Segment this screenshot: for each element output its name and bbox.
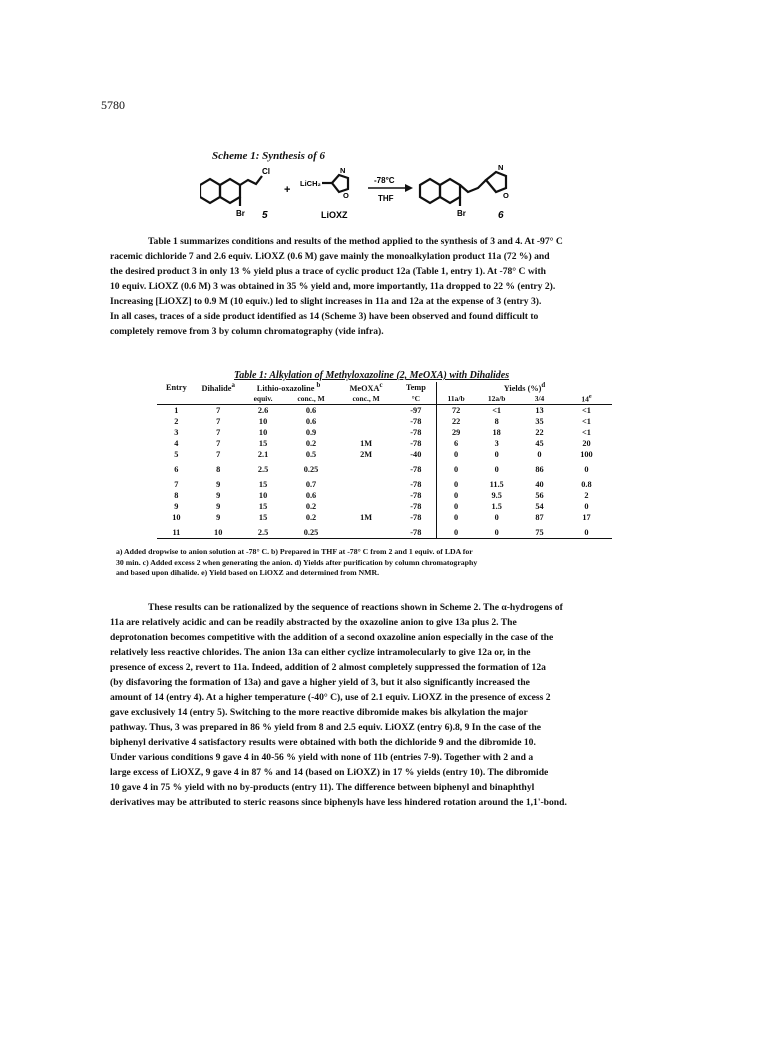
cell-entry: 3: [174, 428, 179, 437]
cell-equiv: 2.5: [257, 465, 269, 474]
cell-y12: 0: [494, 513, 499, 522]
cell-meoxa: [337, 416, 396, 427]
cell-dihalide: 9: [216, 513, 221, 522]
cell-meoxa: [337, 523, 396, 539]
scheme-1-diagram: [200, 160, 600, 230]
cell-dihalide: 7: [216, 406, 221, 415]
cell-temp: -78: [410, 417, 422, 426]
cell-y14: 20: [582, 439, 591, 448]
cell-temp: -78: [396, 523, 437, 539]
cell-meoxa: 2M: [360, 450, 373, 459]
cell-y12: 3: [494, 439, 499, 448]
cell-equiv: 10: [258, 491, 268, 500]
cell-entry: 2: [174, 417, 179, 426]
cell-y14: <1: [582, 428, 591, 437]
cell-dihalide: 9: [216, 502, 221, 511]
cell-temp: -40: [410, 450, 422, 459]
cell-y34: 86: [535, 465, 544, 474]
cell-y14: 0: [584, 465, 589, 474]
text-line: Table 1 summarizes conditions and results of the method applied to the synthesis of 3 and 4. At -97° C: [148, 236, 563, 247]
cell-meoxa: [337, 460, 396, 475]
cell-y14: 0: [561, 523, 612, 539]
cell-y11: 0: [436, 512, 475, 523]
cell-y11: 29: [436, 427, 475, 438]
cell-temp: -78: [410, 491, 422, 500]
chloroethyl-chain: [240, 176, 262, 185]
cell-y34: 54: [535, 502, 544, 511]
header-yields: Yields (%)$^d$: [436, 382, 612, 393]
text-line: These results can be rationalized by the sequence of reactions shown in Scheme 2. The α-hydrogens of: [148, 602, 563, 613]
text-line: deprotonation becomes competitive with the addition of a second oxazoline anion especially in the case of the: [110, 632, 554, 643]
text-line: gave exclusively 14 (entry 5). Switching to the more reactive dibromide makes bis alkylation the major: [110, 707, 528, 718]
temperature-label: -78°C: [374, 176, 395, 185]
cell-equiv: 15: [258, 513, 268, 522]
cell-equiv: 10: [258, 428, 268, 437]
cell-y12: 9.5: [491, 491, 502, 500]
cell-y12: <1: [492, 406, 502, 415]
text-line: completely remove from 3 by column chromatography (vide infra).: [110, 326, 384, 337]
table-title: Table 1: Alkylation of Methyloxazoline (2, MeOXA) with Dihalides: [234, 370, 510, 381]
cell-temp: -78: [410, 480, 422, 489]
table-row: [157, 460, 612, 475]
table-row: [157, 501, 612, 512]
table-row: [157, 490, 612, 501]
cell-y34: 40: [535, 480, 544, 489]
cell-y11: 0: [436, 475, 475, 490]
naphthalene-ring-left-product: [420, 179, 440, 203]
text-line: 10 gave 4 in 75 % yield with no by-products (entry 11). The difference between biphenyl and binaphthyl: [110, 782, 535, 793]
cell-y12: 0: [475, 523, 518, 539]
cell-y12: 1.5: [491, 502, 502, 511]
cell-y34: 45: [535, 439, 544, 448]
cell-y11: 0: [436, 449, 475, 460]
text-line: biphenyl derivative 4 satisfactory results were obtained with both the dichloride 9 and the dibromide 10.: [110, 737, 536, 748]
cell-temp: -78: [410, 439, 422, 448]
subheader-14: 14e: [561, 393, 612, 405]
product-o-label: O: [503, 191, 509, 200]
text-line: racemic dichloride 7 and 2.6 equiv. LiOXZ (0.6 M) gave mainly the monoalkylation product 11a (72 %) and: [110, 251, 550, 262]
cell-entry: 6: [174, 465, 179, 474]
cell-y34: 87: [535, 513, 544, 522]
cell-dihalide: 7: [216, 450, 221, 459]
text-line: the desired product 3 in only 13 % yield plus a trace of cyclic product 12a (Table 1, entry 1). At -78° C with: [110, 266, 546, 277]
cell-conc: 0.7: [305, 480, 317, 489]
cell-y12: 18: [492, 428, 501, 437]
text-line: relatively less reactive chlorides. The anion 13a can either cyclize intramolecularly to give 12a or, in the: [110, 647, 531, 658]
header-dihalide: Dihalide$^a$: [201, 382, 235, 393]
cell-y14: 100: [580, 450, 593, 459]
cell-equiv: 15: [258, 480, 268, 489]
reaction-scheme-svg: [200, 160, 600, 230]
cell-equiv: 2.5: [241, 523, 286, 539]
cell-y11: 22: [436, 416, 475, 427]
cell-conc: 0.9: [305, 428, 317, 437]
cell-y11: 0: [436, 501, 475, 512]
cl-label: Cl: [262, 167, 270, 176]
text-line: In all cases, traces of a side product identified as 14 (Scheme 3) have been observed and found difficult to: [110, 311, 539, 322]
cell-y34: 0: [537, 450, 542, 459]
cell-entry: 5: [174, 450, 179, 459]
table-row: [157, 438, 612, 449]
cell-entry: 11: [157, 523, 196, 539]
cell-y14: <1: [582, 406, 591, 415]
page-number: 5780: [101, 98, 125, 112]
oxazoline-ring-reagent: [332, 175, 348, 192]
cell-y34: 56: [535, 491, 544, 500]
oxazoline-o-label: O: [343, 191, 349, 200]
cell-y14: 17: [582, 513, 591, 522]
cell-y12: 0: [494, 450, 499, 459]
paragraph-discussion: [110, 600, 658, 810]
subheader-meoxa-conc: conc., M: [337, 393, 396, 405]
table-row: [157, 405, 612, 417]
cell-conc: 0.6: [305, 417, 317, 426]
cell-dihalide: 7: [216, 417, 221, 426]
table-row: [157, 416, 612, 427]
cell-y14: 2: [584, 491, 589, 500]
header-lithio-oxazoline: Lithio-oxazoline $^b$: [256, 382, 321, 393]
cell-entry: 9: [174, 502, 179, 511]
compound-6-label: 6: [498, 210, 504, 221]
cell-meoxa: [337, 501, 396, 512]
cell-y12: 11.5: [489, 480, 504, 489]
paragraph-table-summary: [110, 234, 658, 339]
text-line: (by disfavoring the formation of 13a) and gave a higher yield of 3, but it also significantly increased the: [110, 677, 530, 688]
naphthalene-ring-right: [220, 179, 240, 203]
cell-equiv: 10: [258, 417, 268, 426]
cell-temp: -78: [410, 465, 422, 474]
cell-entry: 1: [174, 406, 179, 415]
cell-y11: 0: [436, 523, 475, 539]
cell-y11: 72: [436, 405, 475, 417]
table-row: [157, 475, 612, 490]
text-line: Increasing [LiOXZ] to 0.9 M (10 equiv.) led to slight increases in 11a and 12a at the expense of 3 (entry 3).: [110, 296, 542, 307]
br-label-5: Br: [236, 209, 245, 218]
text-line: amount of 14 (entry 4). At a higher temperature (-40° C), use of 2.1 equiv. LiOXZ in the presence of excess 2: [110, 692, 551, 703]
cell-temp: -78: [410, 428, 422, 437]
cell-conc: 0.2: [305, 439, 317, 448]
table-row: [157, 512, 612, 523]
cell-temp: -97: [410, 406, 422, 415]
cell-y11: 0: [436, 490, 475, 501]
naphthalene-ring-right-product: [440, 179, 460, 203]
cell-temp: -78: [410, 502, 422, 511]
cell-y11: 6: [436, 438, 475, 449]
oxazoline-ring-product: [486, 172, 506, 192]
cell-y14: <1: [582, 417, 591, 426]
subheader-34: 3/4: [518, 393, 561, 405]
cell-y14: 0: [584, 502, 589, 511]
footnote-line: 30 min. c) Added excess 2 when generating the anion. d) Yields after purification by column chromatography: [116, 557, 478, 567]
br-label-6: Br: [457, 209, 466, 218]
cell-equiv: 15: [258, 439, 268, 448]
cell-conc: 0.25: [303, 465, 319, 474]
lich2-label: LiCH₂: [300, 179, 321, 188]
cell-y12: 0: [494, 465, 499, 474]
header-meoxa: MeOXA$^c$: [349, 382, 383, 393]
cell-dihalide: 8: [216, 465, 221, 474]
cell-equiv: 2.1: [257, 450, 269, 459]
cell-conc: 0.25: [286, 523, 337, 539]
text-line: pathway. Thus, 3 was prepared in 86 % yield from 8 and 2.5 equiv. LiOXZ (entry 6).8, 9 In the case of the: [110, 722, 542, 733]
table-row: [157, 523, 612, 539]
cell-dihalide: 9: [216, 480, 221, 489]
cell-y34: 13: [535, 406, 544, 415]
text-line: 11a are relatively acidic and can be readily abstracted by the oxazoline anion to give 13a plus 2. The: [110, 617, 517, 628]
table-row: [157, 449, 612, 460]
cell-conc: 0.2: [305, 502, 317, 511]
table-row: [157, 427, 612, 438]
oxazoline-n-label: N: [340, 166, 346, 175]
cell-y14: 0.8: [581, 480, 592, 489]
cell-entry: 10: [172, 513, 181, 522]
table-footnotes: [116, 547, 626, 579]
cell-y11: 0: [436, 460, 475, 475]
cell-y34: 75: [518, 523, 561, 539]
cell-y34: 35: [535, 417, 544, 426]
cell-dihalide: 7: [216, 439, 221, 448]
cell-entry: 8: [174, 491, 179, 500]
cell-y12: 8: [494, 417, 499, 426]
text-line: 10 equiv. LiOXZ (0.6 M) 3 was obtained in 35 % yield and, more importantly, 11a dropped to 22 % (entry 2).: [110, 281, 556, 292]
text-line: presence of excess 2, revert to 11a. Indeed, addition of 2 almost completely suppressed the formation of 12a: [110, 662, 546, 673]
cell-conc: 0.5: [305, 450, 317, 459]
cell-y34: 22: [535, 428, 544, 437]
subheader-conc: conc., M: [286, 393, 337, 405]
subheader-equiv: equiv.: [241, 393, 286, 405]
cell-equiv: 15: [258, 502, 268, 511]
cell-meoxa: 1M: [360, 513, 373, 522]
subheader-11: 11a/b: [436, 393, 475, 405]
footnote-line: a) Added dropwise to anion solution at -78° C. b) Prepared in THF at -78° C from 2 and 1 equiv. of LDA for: [116, 547, 473, 556]
header-entry: Entry: [166, 383, 187, 392]
cell-meoxa: [337, 490, 396, 501]
alkylation-table: [157, 382, 612, 539]
cell-entry: 7: [174, 480, 179, 489]
subheader-12: 12a/b: [475, 393, 518, 405]
footnote-line: and based upon dihalide. e) Yield based on LiOXZ and determined from NMR.: [116, 568, 380, 577]
compound-5-label: 5: [262, 210, 268, 221]
cell-meoxa: [337, 405, 396, 417]
cell-dihalide: 7: [216, 428, 221, 437]
text-line: Under various conditions 9 gave 4 in 40-56 % yield with none of 11b (entries 7-9). Together with 2 and a: [110, 752, 534, 763]
solvent-label: THF: [378, 194, 394, 203]
cell-temp: -78: [410, 513, 422, 522]
ethyl-linker: [460, 180, 486, 192]
naphthalene-ring-left: [200, 179, 220, 203]
plus-sign: +: [284, 184, 291, 196]
text-line: derivatives may be attributed to steric reasons since biphenyls have less hindered rotation around the 1,1'-bond.: [110, 797, 567, 808]
cell-dihalide: 10: [196, 523, 241, 539]
cell-meoxa: [337, 427, 396, 438]
reagent-label: LiOXZ: [321, 210, 348, 220]
product-n-label: N: [498, 163, 504, 172]
cell-conc: 0.6: [305, 406, 317, 415]
cell-equiv: 2.6: [257, 406, 269, 415]
cell-conc: 0.2: [305, 513, 317, 522]
cell-meoxa: 1M: [360, 439, 373, 448]
subheader-degrees: °C: [396, 393, 437, 405]
header-temp: Temp: [405, 383, 426, 392]
cell-entry: 4: [174, 439, 179, 448]
cell-conc: 0.6: [305, 491, 317, 500]
scheme-title: Scheme 1: Synthesis of 6: [212, 150, 326, 162]
text-line: large excess of LiOXZ, 9 gave 4 in 87 % and 14 (based on LiOXZ) in 17 % yields (entry 10). The dibromide: [110, 767, 549, 778]
cell-dihalide: 9: [216, 491, 221, 500]
cell-meoxa: [337, 475, 396, 490]
